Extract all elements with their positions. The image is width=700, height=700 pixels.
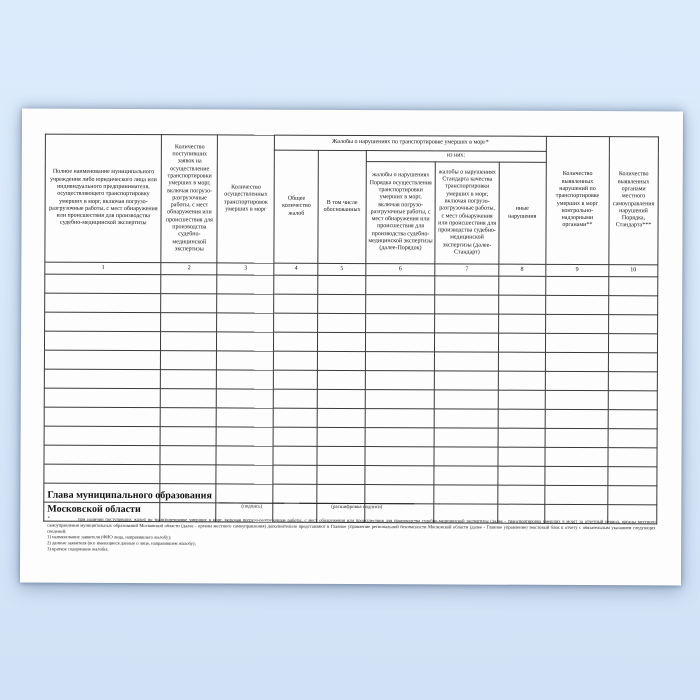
table-cell — [365, 390, 435, 409]
report-table — [43, 134, 659, 525]
footnote-item: 2) данные заявителя (все имеющиеся данные о лице, направившем жалобу); — [47, 540, 196, 547]
column-number: 7 — [435, 264, 498, 276]
table-cell — [545, 447, 608, 466]
table-cell — [317, 465, 364, 484]
table-cell — [318, 332, 365, 351]
column-number: 6 — [365, 264, 435, 276]
table-cell — [497, 485, 544, 504]
table-cell — [217, 332, 274, 351]
table-cell — [45, 274, 162, 294]
table-cell — [161, 351, 217, 370]
table-cell — [435, 371, 498, 390]
table-cell — [273, 408, 317, 427]
table-cell — [545, 390, 608, 409]
table-cell — [608, 315, 657, 334]
table-cell — [318, 313, 365, 332]
table-cell — [435, 428, 498, 447]
column-number: 9 — [546, 264, 609, 276]
report-table-header — [45, 134, 659, 277]
footnote-asterisk: * — [47, 515, 51, 521]
table-cell — [273, 427, 317, 446]
table-cell — [498, 352, 545, 371]
table-cell — [161, 294, 217, 313]
col-header-standart-complaints: жалобы о нарушениях Стандарта качества транспортировки умерших в морг, включая погрузо-разгрузочные работы, с мест обнаружения или происшествия для производства судебно-медицинской экспертизы (далее-Стандарт) — [435, 162, 499, 264]
table-cell — [608, 448, 657, 467]
table-cell — [608, 334, 657, 353]
table-cell — [217, 294, 274, 313]
table-cell — [161, 389, 217, 408]
table-cell — [365, 447, 435, 466]
column-number: 4 — [274, 263, 318, 275]
table-cell — [609, 296, 658, 315]
table-cell — [545, 485, 608, 504]
table-cell — [217, 313, 274, 332]
column-number: 1 — [45, 262, 162, 275]
table-cell — [498, 447, 545, 466]
footnote-paragraph-text: при наличии поступивших жалоб по транспортировке умерших в морг, включая погрузо-разгрузочные работы, с мест обнаружения или происшествия для производства судебно-медицинской экспертизы (далее - транспортировка умерших в морг) за отчетный период, органы местного самоуправления муниципальных образований Московской области (далее - органы местного самоуправления) дополнительно представляют в Главное управление региональной безопасности Московской области (далее - Главное управление) текстовый блок к отчету с обязательным указанием следующих сведений: — [47, 516, 656, 534]
table-cell — [545, 371, 608, 390]
table-cell — [216, 465, 273, 484]
table-cell — [318, 275, 365, 294]
table-cell — [318, 351, 365, 370]
table-cell — [609, 277, 658, 296]
table-cell — [216, 389, 273, 408]
table-cell — [435, 409, 498, 428]
table-cell — [161, 332, 217, 351]
column-number: 10 — [609, 265, 658, 277]
signature-blank-line — [219, 490, 284, 503]
table-cell — [608, 467, 657, 486]
column-number: 8 — [498, 264, 545, 276]
table-cell — [160, 446, 216, 465]
table-cell — [545, 295, 608, 314]
table-cell — [365, 409, 435, 428]
table-cell — [274, 332, 318, 351]
table-cell — [217, 275, 274, 294]
table-cell — [608, 410, 657, 429]
table-cell — [435, 314, 498, 333]
table-cell — [435, 390, 498, 409]
col-subgroup-header-of-which: из них: — [366, 151, 546, 163]
report-table-body — [44, 274, 658, 524]
col-header-poryadok-complaints: жалобы о нарушениях Порядка осуществления транспортировки умерших в морг, включая погрузо-разгрузочные работы, с мест обнаружения или происшествия для производства судебно-медицинской экспертизы (далее-Порядок) — [365, 162, 435, 264]
table-cell — [545, 333, 608, 352]
table-cell — [217, 370, 274, 389]
col-header-full-name: Полное наименование муниципального учреждения либо юридического лица или индивидуального предпринимателя, осуществляющего транспортировку умерших в морг, включая погрузо-разгрузочные работы, с мест обнаружения или происшествия для производства судебно-медицинской экспертизы — [45, 134, 162, 263]
table-cell — [365, 371, 435, 390]
table-cell — [273, 446, 317, 465]
table-cell — [318, 389, 365, 408]
signature-decode-caption: (расшифровка подписи) — [331, 504, 383, 511]
table-cell — [161, 427, 217, 446]
table-cell — [274, 370, 318, 389]
column-number: 2 — [161, 263, 217, 275]
table-cell — [318, 294, 365, 313]
table-cell — [498, 295, 545, 314]
table-cell — [365, 333, 435, 352]
signature-title — [47, 489, 212, 518]
table-cell — [160, 465, 216, 484]
table-cell — [44, 445, 161, 465]
table-cell — [608, 429, 657, 448]
table-cell — [435, 333, 498, 352]
table-cell — [434, 485, 497, 504]
table-cell — [545, 314, 608, 333]
table-cell — [274, 294, 318, 313]
table-cell — [318, 370, 365, 389]
table-cell — [216, 408, 273, 427]
table-cell — [498, 428, 545, 447]
table-cell — [161, 313, 217, 332]
table-cell — [498, 390, 545, 409]
table-cell — [608, 486, 657, 505]
table-cell — [498, 371, 545, 390]
table-cell — [545, 409, 608, 428]
table-cell — [545, 276, 608, 295]
table-cell — [498, 314, 545, 333]
table-cell — [365, 276, 435, 295]
table-cell — [498, 333, 545, 352]
table-cell — [45, 312, 162, 332]
table-cell — [608, 391, 657, 410]
col-header-requests-count: Количество поступивших заявок на осуществление транспортировки умерших в морг, включая погрузо-разгрузочные работы, с мест обнаружения или происшествия для производства судебно-медицинской экспертизы — [161, 135, 217, 263]
col-group-header-complaints: Жалобы о нарушениях по транспортировке умерших в морг* — [275, 135, 547, 151]
table-cell — [216, 446, 273, 465]
column-number: 5 — [318, 263, 365, 275]
table-cell — [161, 275, 217, 294]
table-cell — [44, 407, 161, 427]
table-cell — [435, 352, 498, 371]
table-cell — [273, 389, 317, 408]
table-cell — [273, 465, 317, 484]
table-cell — [365, 295, 435, 314]
col-header-other-violations: иные нарушения — [498, 162, 546, 264]
table-cell — [435, 295, 498, 314]
col-header-substantiated: В том числе обоснованных — [318, 150, 366, 263]
footnote-item: 1) наименование заявителя (ФИО лица, направившего жалобу); — [47, 534, 172, 540]
table-cell — [274, 275, 318, 294]
table-cell — [44, 388, 161, 408]
table-cell — [608, 372, 657, 391]
column-number: 3 — [217, 263, 274, 275]
col-header-supervisory-violations: Количество выявленных нарушений по транспортировке умерших в морг контрольно-надзорными органами** — [546, 136, 610, 264]
signature-title-line1: Глава муниципального образования — [47, 489, 212, 502]
signature-decode-blank-line — [299, 491, 414, 505]
signature-caption: (подпись) — [241, 504, 263, 510]
table-cell — [498, 409, 545, 428]
table-cell — [364, 466, 434, 485]
table-cell — [498, 276, 545, 295]
footnote-block — [47, 517, 655, 555]
table-cell — [434, 447, 497, 466]
table-cell — [365, 314, 435, 333]
table-cell — [317, 427, 364, 446]
table-cell — [274, 351, 318, 370]
table-cell — [216, 427, 273, 446]
footnote-paragraph — [47, 517, 655, 537]
table-cell — [435, 276, 498, 295]
col-header-local-gov-violations: Количество выявленных органами местного самоуправления нарушений Порядка, Стандарта*** — [609, 137, 659, 265]
table-cell — [45, 293, 162, 313]
table-cell — [161, 370, 217, 389]
table-cell — [274, 313, 318, 332]
table-cell — [44, 464, 161, 484]
table-cell — [434, 466, 497, 485]
table-cell — [318, 408, 365, 427]
table-cell — [545, 352, 608, 371]
footnote-item: 3) краткое содержание жалобы; — [47, 546, 109, 552]
table-cell — [44, 369, 161, 389]
table-cell — [161, 408, 217, 427]
table-cell — [365, 428, 435, 447]
table-cell — [545, 428, 608, 447]
report-page — [20, 109, 683, 586]
table-cell — [44, 331, 161, 351]
table-cell — [317, 446, 364, 465]
col-header-total-complaints: Общее количество жалоб — [274, 150, 319, 263]
col-header-transportations-count: Количество осуществленных транспортировок умерших в морг — [217, 135, 275, 263]
table-cell — [217, 351, 274, 370]
table-cell — [608, 353, 657, 372]
table-cell — [44, 350, 161, 370]
table-cell — [365, 352, 435, 371]
signature-title-line2: Московской области — [47, 503, 141, 516]
table-cell — [545, 466, 608, 485]
table-cell — [44, 426, 161, 446]
table-cell — [497, 466, 544, 485]
